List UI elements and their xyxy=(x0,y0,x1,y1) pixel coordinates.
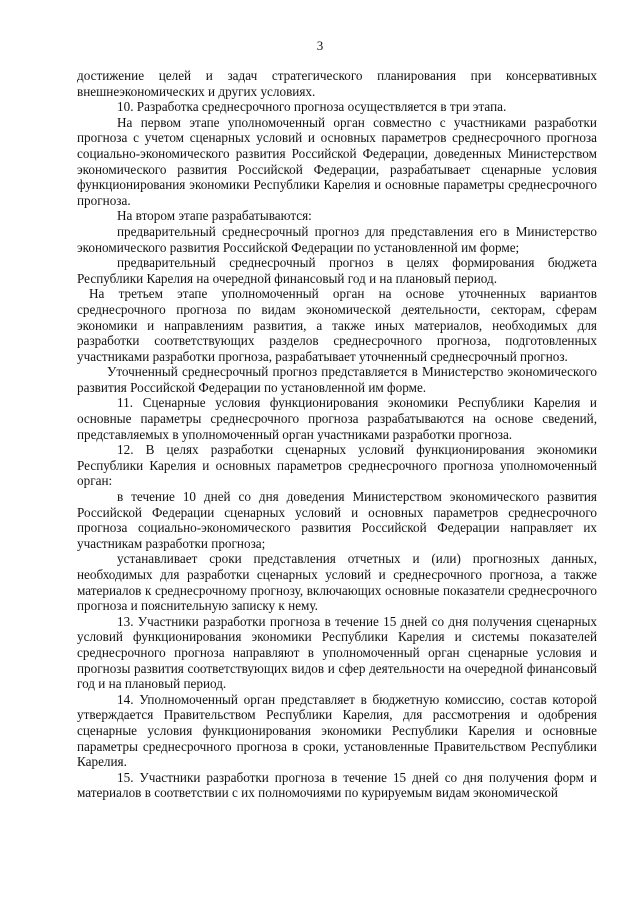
document-body xyxy=(77,68,597,801)
paragraph-item-14: 14. Уполномоченный орган представляет в бюджетную комиссию, состав которой утверждается Правительством Республики Карелия, для рассмотрения и одобрения сценарные условия функционирования экономики Республики Карелия и основные параметры среднесрочного прогноза в сроки, установленные Правительством Республики Карелия. xyxy=(77,691,597,770)
paragraph-item-13: 13. Участники разработки прогноза в течение 15 дней со дня получения сценарных условий функционирования экономики Республики Карелия и системы показателей среднесрочного прогноза направляют в уполномоченный орган сценарные условия и прогнозы развития соответствующих видов и сфер деятельности на очередной финансовый год и на плановый период. xyxy=(77,613,597,692)
paragraph-stage-2-item-2: предварительный среднесрочный прогноз в целях формирования бюджета Республики Карелия на очередной финансовый год и на плановый период. xyxy=(77,255,597,286)
paragraph-stage-3: На третьем этапе уполномоченный орган на основе уточненных вариантов среднесрочного прогноза по видам экономической деятельности, секторам, сферам экономики и направлениям развития, а также иных материалов, необходимых для разработки соответствующих разделов среднесрочного прогноза, подготовленных участниками разработки прогноза, разрабатывает уточненный среднесрочный прогноз. xyxy=(77,286,597,364)
paragraph-item-15: 15. Участники разработки прогноза в течение 15 дней со дня получения форм и материалов в соответствии с их полномочиями по курируемым видам экономической xyxy=(77,769,597,801)
paragraph-stage-2-item-1: предварительный среднесрочный прогноз для представления его в Министерство экономического развития Российской Федерации по установленной им форме; xyxy=(77,223,597,255)
paragraph-item-12-sub-1: в течение 10 дней со дня доведения Министерством экономического развития Российской Федерации сценарных условий и основных параметров среднесрочного прогноза социально-экономического развития Российской Федерации направляет их участникам разработки прогноза; xyxy=(77,489,597,551)
page-number: 3 xyxy=(316,38,324,53)
paragraph-refined-forecast: Уточненный среднесрочный прогноз представляется в Министерство экономического развития Российской Федерации по установленной им форме. xyxy=(77,364,597,395)
paragraph-item-12-sub-2: устанавливает сроки представления отчетных и (или) прогнозных данных, необходимых для разработки сценарных условий и среднесрочного прогноза, а также материалов к среднесрочному прогнозу, включающих основные показатели среднесрочного прогноза и пояснительную записку к нему. xyxy=(77,551,597,614)
paragraph-continuation: достижение целей и задач стратегического планирования при консервативных внешнеэкономических и других условиях. xyxy=(77,68,597,99)
paragraph-item-11: 11. Сценарные условия функционирования экономики Республики Карелия и основные параметры среднесрочного прогноза разрабатываются на основе сведений, представляемых в уполномоченный орган участниками разработки прогноза. xyxy=(77,395,597,442)
paragraph-item-12: 12. В целях разработки сценарных условий функционирования экономики Республики Карелия и основных параметров среднесрочного прогноза уполномоченный орган: xyxy=(77,442,597,489)
paragraph-item-10: 10. Разработка среднесрочного прогноза осуществляется в три этапа. xyxy=(117,99,507,115)
paragraph-stage-2-intro: На втором этапе разрабатываются: xyxy=(117,208,312,224)
paragraph-stage-1: На первом этапе уполномоченный орган совместно с участниками разработки прогноза с учетом сценарных условий и основных параметров среднесрочного прогноза социально-экономического развития Российской Федерации, доведенных Министерством экономического развития Российской Федерации, разрабатывает сценарные условия функционирования экономики Республики Карелия и основные параметры среднесрочного прогноза. xyxy=(77,114,597,208)
